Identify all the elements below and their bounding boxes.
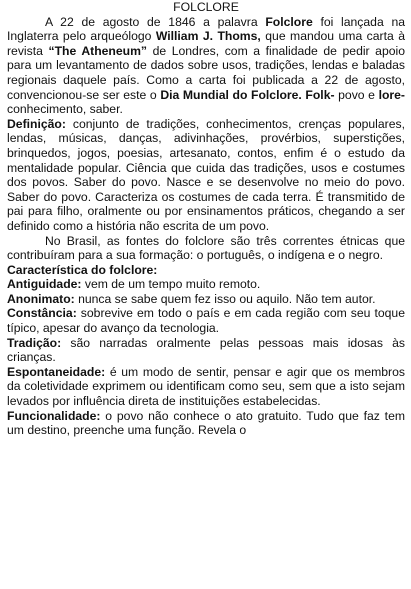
item-label: Antiguidade: (7, 277, 82, 292)
brasil-paragraph: No Brasil, as fontes do folclore são três correntes étnicas que contribuíram para a sua formação: o português, o indígena e o negro. (7, 233, 405, 263)
intro-bold-lore: lore- (378, 87, 405, 102)
item-constancia (7, 306, 405, 335)
definition-paragraph (7, 117, 405, 234)
item-tradicao (7, 336, 405, 365)
item-anonimato (7, 292, 405, 307)
item-label: Tradição: (7, 335, 62, 350)
definition-label: Definição: (7, 116, 66, 131)
item-label: Constância: (7, 306, 77, 321)
item-text: são narradas oralmente pelas pessoas mais idosas às crianças. (7, 335, 405, 365)
item-label: Anonimato: (7, 291, 75, 306)
intro-text-1: A 22 de agosto de 1846 a palavra (45, 14, 266, 29)
item-text: vem de um tempo muito remoto. (81, 277, 261, 292)
item-espontaneidade (7, 365, 405, 409)
item-text: nunca se sabe quem fez isso ou aquilo. Não tem autor. (74, 291, 376, 306)
intro-text-4: de Londres, com a finalidade de pedir apoio para um levantamento de dados sobre usos, tradições, lendas e baladas regionais daquele país. Como a carta foi publicada a 22 de agosto, convencionou-se ser este o (7, 43, 405, 102)
intro-text-7: conhecimento, saber. (7, 102, 123, 117)
item-funcionalidade (7, 409, 405, 438)
definition-text: conjunto de tradições, conhecimentos, crenças populares, lendas, músicas, danças, adivinhações, provérbios, superstições, brinquedos, jogos, poesias, artesanato, contos, enfim é o estudo da mentalidade popular. Ciência que cuida das tradições, usos e costumes dos povos. Saber do povo. Nasce e se desenvolve no meio do povo. Saber do povo. Caracteriza os costumes de cada terra. É transmitido de pai para filho, oralmente ou por ensinamentos práticos, chegando a ser definido como a história não escrita de um povo. (7, 116, 405, 233)
item-text: é um modo de sentir, pensar e agir que os membros da coletividade exprimem ou identificam como seu, sem que a isto sejam levados por influência direta de instituições estabelecidas. (7, 364, 405, 409)
intro-paragraph (7, 15, 405, 117)
intro-bold-thoms: William J. Thoms, (155, 29, 261, 44)
item-antiguidade (7, 277, 405, 292)
intro-bold-folclore: Folclore (265, 14, 313, 29)
intro-bold-atheneum: “The Atheneum” (48, 43, 148, 58)
intro-bold-dia-mundial: Dia Mundial do Folclore. (160, 87, 302, 102)
intro-bold-folk: Folk- (305, 87, 335, 102)
item-text: sobrevive em todo o país e em cada região com seu toque típico, apesar do avanço da tecnologia. (7, 306, 405, 336)
document-title: FOLCLORE (173, 0, 239, 14)
intro-text-6: povo e (334, 87, 379, 102)
item-label: Espontaneidade: (7, 364, 106, 379)
item-text: o povo não conhece o ato gratuito. Tudo que faz tem um destino, preenche uma função. Revela o (7, 408, 405, 438)
intro-text-3: que mandou uma carta à revista (7, 29, 405, 58)
item-label: Funcionalidade: (7, 408, 101, 423)
characteristics-heading (7, 263, 405, 278)
intro-text-2: foi lançada na Inglaterra pelo arqueólogo (7, 14, 406, 44)
characteristics-heading-text: Característica do folclore: (7, 262, 158, 277)
